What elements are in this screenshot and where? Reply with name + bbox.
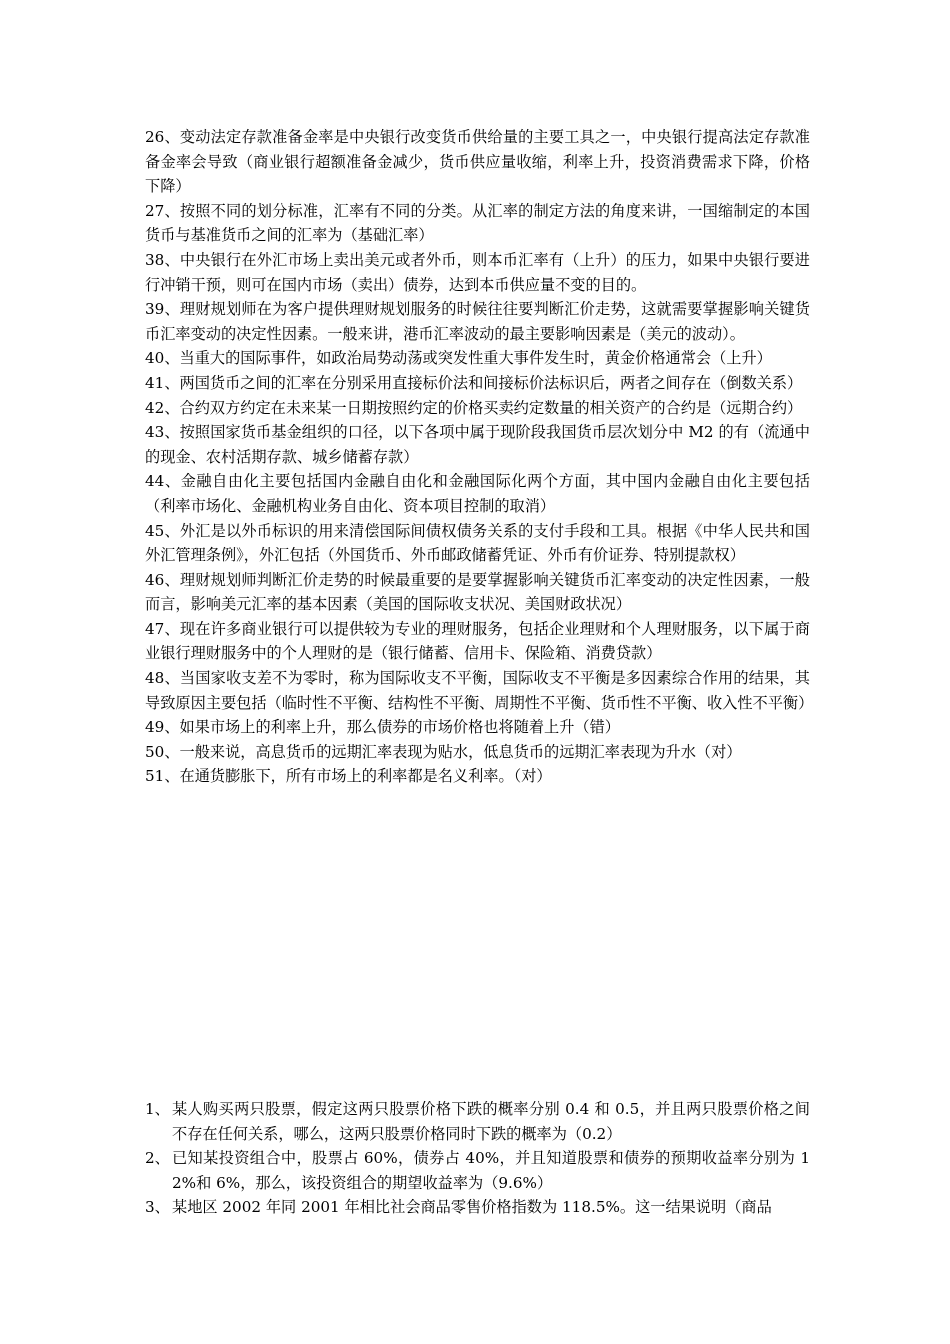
- question-40: 40、当重大的国际事件，如政治局势动荡或突发性重大事件发生时，黄金价格通常会（上升）: [145, 349, 772, 368]
- question-39: 39、理财规划师在为客户提供理财规划服务的时候往往要判断汇价走势，这就需要掌握影响关键货币汇率变动的决定性因素。一般来讲，港币汇率波动的最主要影响因素是（美元的波动）。: [145, 300, 810, 343]
- question-42: 42、合约双方约定在未来某一日期按照约定的价格买卖约定数量的相关资产的合约是（远期合约）: [145, 398, 803, 417]
- question-46: 46、理财规划师判断汇价走势的时候最重要的是要掌握影响关键货币汇率变动的决定性因素，一般而言，影响美元汇率的基本因素（美国的国际收支状况、美国财政状况）: [145, 570, 810, 614]
- question-51: 51、在通货膨胀下，所有市场上的利率都是名义利率。（对）: [145, 767, 552, 786]
- question-48: 48、当国家收支差不为零时，称为国际收支不平衡，国际收支不平衡是多因素综合作用的结果，其导致原因主要包括（临时性不平衡、结构性不平衡、周期性不平衡、货币性不平衡、收入性不平衡）: [145, 669, 814, 712]
- question-41: 41、两国货币之间的汇率在分别采用直接标价法和间接标价法标识后，两者之间存在（倒数关系）: [145, 373, 803, 392]
- question-26: 26、变动法定存款准备金率是中央银行改变货币供给量的主要工具之一，中央银行提高法定存款准备金率会导致（商业银行超额准备金减少，货币供应量收缩，利率上升，投资消费需求下降，价格下降）: [145, 128, 810, 196]
- list-number: 1、: [145, 1100, 170, 1118]
- list-item: [145, 1146, 810, 1195]
- question-43: 43、按照国家货币基金组织的口径，以下各项中属于现阶段我国货币层次划分中 M2 的有（流通中的现金、农村活期存款、城乡储蓄存款）: [145, 423, 810, 466]
- calculation-list: [145, 1097, 810, 1220]
- question-49: 49、如果市场上的利率上升，那么债券的市场价格也将随着上升（错）: [145, 718, 620, 737]
- question-list: [145, 125, 814, 789]
- list-number: 2、: [145, 1149, 170, 1168]
- list-number: 3、: [145, 1198, 170, 1217]
- list-text: 某人购买两只股票，假定这两只股票价格下跌的概率分别 0.4 和 0.5，并且两只股票价格之间不存在任何关系，哪么，这两只股票价格同时下跌的概率为（0.2）: [172, 1100, 810, 1143]
- question-27: 27、按照不同的划分标准，汇率有不同的分类。从汇率的制定方法的角度来讲，一国缩制定的本国货币与基准货币之间的汇率为（基础汇率）: [145, 201, 810, 245]
- question-38: 38、中央银行在外汇市场上卖出美元或者外币，则本币汇率有（上升）的压力，如果中央银行要进行冲销干预，则可在国内市场（卖出）债券，达到本币供应量不变的目的。: [145, 250, 810, 294]
- question-50: 50、一般来说，高息货币的远期汇率表现为贴水，低息货币的远期汇率表现为升水（对）: [145, 742, 742, 761]
- list-item: [145, 1097, 810, 1146]
- question-45: 45、外汇是以外币标识的用来清偿国际间债权债务关系的支付手段和工具。根据《中华人民共和国外汇管理条例》，外汇包括（外国货币、外币邮政储蓄凭证、外币有价证券、特别提款权）: [145, 521, 810, 565]
- question-47: 47、现在许多商业银行可以提供较为专业的理财服务，包括企业理财和个人理财服务，以下属于商业银行理财服务中的个人理财的是（银行储蓄、信用卡、保险箱、消费贷款）: [145, 619, 810, 663]
- list-item: [145, 1195, 810, 1220]
- list-text: 某地区 2002 年同 2001 年相比社会商品零售价格指数为 118.5%。这一结果说明（商品: [172, 1198, 772, 1217]
- list-text: 已知某投资组合中，股票占 60%，债券占 40%，并且知道股票和债券的预期收益率分别为 12%和 6%，那么，该投资组合的期望收益率为（9.6%）: [172, 1149, 810, 1192]
- question-44: 44、金融自由化主要包括国内金融自由化和金融国际化两个方面，其中国内金融自由化主要包括（利率市场化、金融机构业务自由化、资本项目控制的取消）: [145, 472, 810, 515]
